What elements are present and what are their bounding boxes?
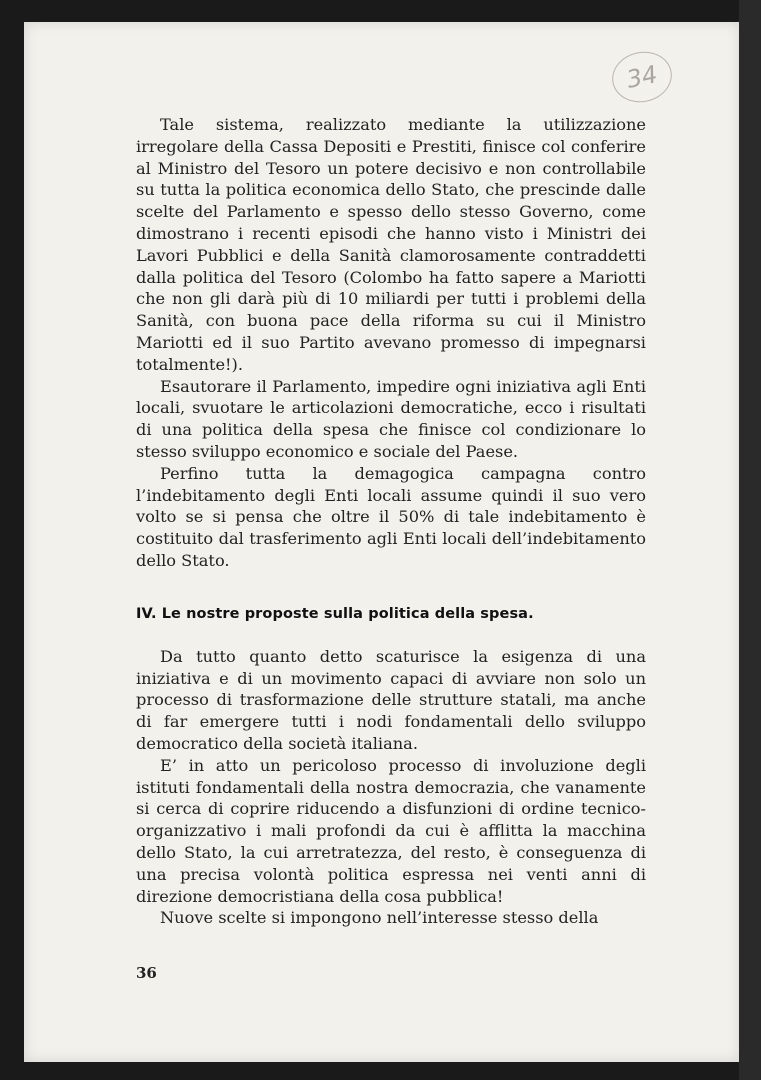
paragraph: Da tutto quanto detto scaturisce la esigenza di una iniziativa e di un movimento capaci di avviare non solo un processo di trasformazione delle strutture statali, ma anche di far emergere tutti i nodi fondamentali dello sviluppo democratico della società italiana. [136, 646, 646, 753]
paragraph: Tale sistema, realizzato mediante la utilizzazione irregolare della Cassa Depositi e Prestiti, finisce col conferire al Ministro del Tesoro un potere decisivo e non controllabile su tutta la politica economica dello Stato, che prescinde dalle scelte del Parlamento e spesso dello stesso Governo, come dimostrano i recenti episodi che hanno visto i Ministri dei Lavori Pubblici e della Sanità clamorosamente contraddetti dalla politica del Tesoro (Colombo ha fatto sapere a Mariotti che non gli darà più di 10 miliardi per tutti i problemi della Sanità, con buona pace della riforma su cui il Ministro Mariotti ed il suo Partito avevano promesso di impegnarsi totalmente!). [136, 115, 646, 374]
paragraph: Nuove scelte si impongono nell’interesse stesso della [160, 908, 599, 928]
paragraph: E’ in atto un pericoloso processo di involuzione degli istituti fondamentali della nostra democrazia, che vanamente si cerca di coprire riducendo a disfunzioni di ordine tecnico-organizzativo i mali profondi da cui è afflitta la macchina dello Stato, la cui arretratezza, del resto, è conseguenza di una precisa volontà politica espressa nei venti anni di direzione democristiana della cosa pubblica! [136, 755, 646, 906]
page-body [136, 114, 646, 929]
section-heading: IV. Le nostre proposte sulla politica della spesa. [136, 605, 534, 622]
page-number: 36 [136, 964, 157, 982]
paragraph: Perfino tutta la demagogica campagna contro l’indebitamento degli Enti locali assume quindi il suo vero volto se si pensa che oltre il 50% di tale indebitamento è costituito dal trasferimento agli Enti locali dell’indebitamento dello Stato. [136, 463, 646, 570]
paragraph: Esautorare il Parlamento, impedire ogni iniziativa agli Enti locali, svuotare le articolazioni democratiche, ecco i risultati di una politica della spesa che finisce col condizionare lo stesso sviluppo economico e sociale del Paese. [136, 376, 646, 461]
handwritten-folio-number: 34 [607, 46, 676, 107]
page-edge [739, 0, 761, 1080]
